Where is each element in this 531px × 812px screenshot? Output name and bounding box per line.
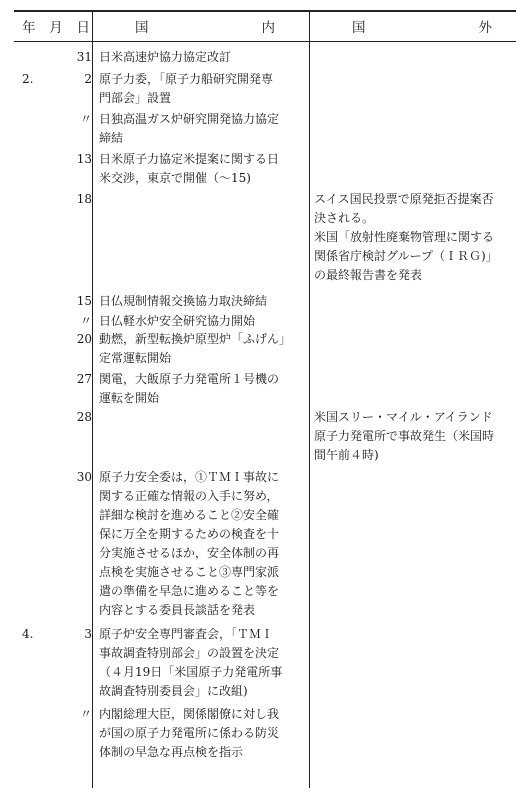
domestic-entry xyxy=(99,150,309,188)
foreign-entry xyxy=(314,408,519,465)
row-day: 18 xyxy=(76,192,92,206)
row-day: 〃 xyxy=(79,707,92,721)
row-day: 2 xyxy=(84,72,92,86)
header-date-month: 月 xyxy=(49,20,63,36)
domestic-entry-line: 動燃，新型転換炉原型炉「ふげん」 xyxy=(99,332,292,346)
domestic-entry xyxy=(99,370,309,408)
foreign-entry-line: 原子力発電所で事故発生（米国時 xyxy=(314,429,495,443)
domestic-entry-line: 日米原子力協定米提案に関する日 xyxy=(99,152,280,166)
header-domestic-char2: 内 xyxy=(261,20,275,36)
domestic-entry-line: 日独高温ガス炉研究開発協力協定 xyxy=(99,112,280,126)
domestic-entry xyxy=(99,705,309,762)
domestic-entry-line: 関する正確な情報の入手に努め， xyxy=(99,489,279,503)
foreign-entry xyxy=(314,190,519,285)
domestic-entry-line: 点検を実施させること③専門家派 xyxy=(99,565,280,579)
header-domestic xyxy=(135,12,275,40)
row-day: 27 xyxy=(76,372,92,386)
foreign-entry-line: 米国「放射性廃棄物管理に関する xyxy=(314,230,495,244)
domestic-entry xyxy=(99,292,309,311)
domestic-entry-line: 原子力委，「原子力船研究開発専 xyxy=(99,72,274,86)
header-date xyxy=(22,12,90,40)
domestic-entry xyxy=(99,70,309,108)
domestic-entry-line: 日仏軽水炉安全研究協力開始 xyxy=(99,314,256,328)
domestic-entry-line: （４月19日「米国原子力発電所事 xyxy=(99,665,283,679)
domestic-entry-line: 日米高速炉協力協定改訂 xyxy=(99,50,232,64)
foreign-entry-line: の最終報告書を発表 xyxy=(314,268,423,282)
domestic-entry-line: 関電，大飯原子力発電所１号機の xyxy=(99,372,280,386)
domestic-entry-line: 締結 xyxy=(99,131,124,145)
foreign-entry-line: 米国スリー・マイル・アイランド xyxy=(314,410,493,424)
foreign-entry-line: スイス国民投票で原発拒否提案否 xyxy=(314,192,494,206)
row-day: 30 xyxy=(76,470,92,484)
header-foreign xyxy=(352,12,492,40)
domestic-column-divider xyxy=(309,10,310,788)
header-foreign-char1: 国 xyxy=(352,20,366,36)
domestic-entry-line: 運転を開始 xyxy=(99,391,160,405)
foreign-entry-line: 関係省庁検討グループ（ＩＲＧ)」 xyxy=(314,249,498,263)
header-foreign-char2: 外 xyxy=(478,20,492,36)
domestic-entry xyxy=(99,468,309,620)
row-day: 20 xyxy=(76,332,92,346)
header-bottom-rule xyxy=(14,41,516,42)
row-day: 3 xyxy=(84,627,92,641)
row-day: 28 xyxy=(76,410,92,424)
row-day: 15 xyxy=(76,294,92,308)
domestic-entry xyxy=(99,312,309,331)
domestic-entry xyxy=(99,625,309,701)
domestic-entry-line: 原子炉安全専門審査会，「ＴＭＩ xyxy=(99,627,274,641)
domestic-entry-line: 定常運転開始 xyxy=(99,351,172,365)
header-domestic-char1: 国 xyxy=(135,20,149,36)
row-day: 13 xyxy=(76,152,92,166)
domestic-entry-line: 故調査特別委員会」に改組) xyxy=(99,684,248,698)
domestic-entry-line: 詳細な検討を進めること②安全確 xyxy=(99,508,280,522)
domestic-entry-line: 保に万全を期するための検査を十 xyxy=(99,527,280,541)
header-date-day: 日 xyxy=(76,20,90,36)
foreign-entry-line: 決される。 xyxy=(314,211,375,225)
domestic-entry-line: 遣の準備を早急に進めること等を xyxy=(99,584,280,598)
domestic-entry-line: 内閣総理大臣，関係閣僚に対し我 xyxy=(99,707,280,721)
header-date-year: 年 xyxy=(22,20,36,36)
domestic-entry-line: が国の原子力発電所に係わる防災 xyxy=(99,726,280,740)
domestic-entry-line: 日仏規制情報交換協力取決締結 xyxy=(99,294,268,308)
domestic-entry-line: 原子力安全委は，①ＴＭＩ事故に xyxy=(99,470,280,484)
domestic-entry-line: 米交渉，東京で開催（～15) xyxy=(99,171,251,185)
domestic-entry-line: 体制の早急な再点検を指示 xyxy=(99,745,244,759)
foreign-entry-line: 間午前４時) xyxy=(314,448,379,462)
row-day: 〃 xyxy=(79,314,92,328)
date-column-divider xyxy=(92,10,93,788)
domestic-entry-line: 事故調査特別部会」の設置を決定 xyxy=(99,646,280,660)
domestic-entry xyxy=(99,48,309,67)
row-month: 2. xyxy=(22,72,34,86)
domestic-entry xyxy=(99,110,309,148)
row-day: 〃 xyxy=(79,112,92,126)
row-month: 4. xyxy=(22,627,34,641)
domestic-entry-line: 門部会」設置 xyxy=(99,91,172,105)
domestic-entry-line: 分実施させるほか，安全体制の再 xyxy=(99,546,280,560)
row-day: 31 xyxy=(76,50,92,64)
domestic-entry-line: 内容とする委員長談話を発表 xyxy=(99,603,256,617)
domestic-entry xyxy=(99,330,309,368)
